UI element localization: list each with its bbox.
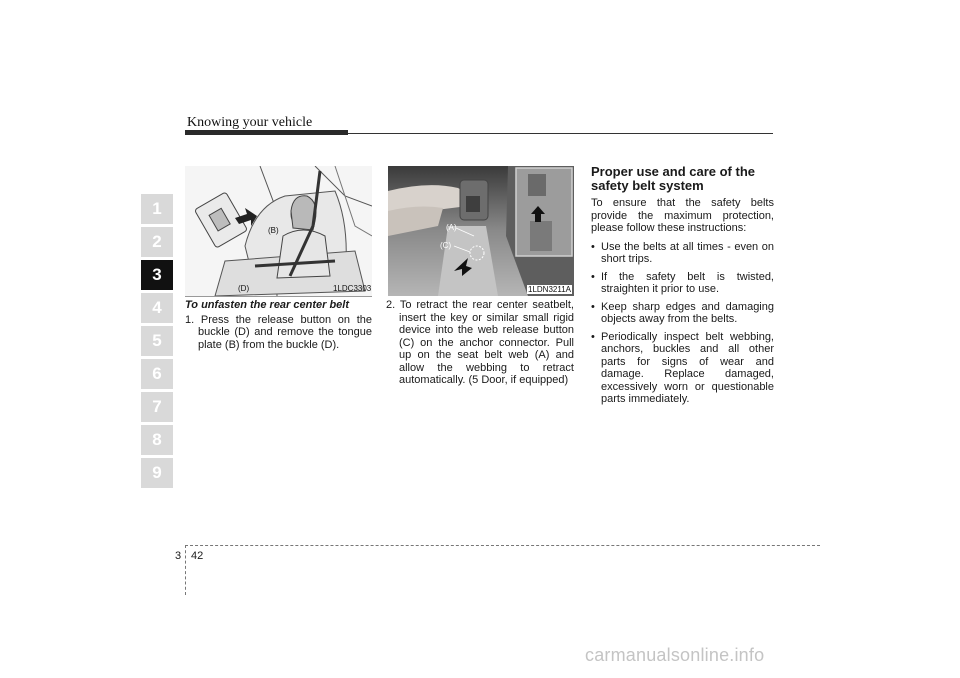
chapter-tab-9[interactable]: 9 — [141, 458, 173, 488]
footer-divider — [185, 545, 186, 595]
subheading-unfasten: To unfasten the rear center belt — [185, 299, 350, 311]
watermark: carmanualsonline.info — [585, 645, 765, 665]
chapter-tab-2[interactable]: 2 — [141, 227, 173, 257]
list-item: • Use the belts at all times - even on short trips. — [591, 241, 774, 266]
column-retract — [386, 299, 574, 387]
footer-chapter-number: 3 — [175, 550, 182, 562]
footer-rule — [185, 545, 820, 546]
figure-label-c: (C) — [440, 241, 452, 250]
chapter-tab-3[interactable]: 3 — [141, 260, 173, 290]
list-item: • If the safety belt is twisted, straighten it prior to use. — [591, 271, 774, 296]
chapter-tab-7[interactable]: 7 — [141, 392, 173, 422]
page-header-title: Knowing your vehicle — [187, 115, 313, 130]
figure-label-b: (B) — [268, 226, 279, 235]
chapter-tab-6[interactable]: 6 — [141, 359, 173, 389]
list-item: • Keep sharp edges and damaging objects away from the belts. — [591, 301, 774, 326]
figure-label-a: (A) — [446, 223, 457, 232]
step-2: 2. To retract the rear center seatbelt, insert the key or similar small rigid device into the web release button (C) on the anchor connector. Pull up on the seat belt web (A) and allow the webbing to retract automatically. (5 Door, if equipped) — [386, 299, 574, 386]
chapter-tab-4[interactable]: 4 — [141, 293, 173, 323]
figure-code: 1LDC3303 — [333, 284, 372, 293]
column-proper-use — [591, 165, 774, 411]
header-accent-bar — [185, 130, 348, 135]
instruction-list — [591, 241, 774, 406]
section-heading: Proper use and care of the safety belt system — [591, 164, 755, 193]
figure-code: 1LDN3211A — [528, 285, 571, 294]
chapter-tab-5[interactable]: 5 — [141, 326, 173, 356]
intro-paragraph: To ensure that the safety belts provide the maximum protection, please follow these instructions: — [591, 197, 774, 234]
chapter-tab-8[interactable]: 8 — [141, 425, 173, 455]
step-1: 1. Press the release button on the buckle (D) and remove the tongue plate (B) from the buckle (D). — [185, 313, 372, 351]
list-item: • Periodically inspect belt webbing, anchors, buckles and all other parts for signs of wear and damage. Replace damaged, excessively worn or questionable parts immediately. — [591, 331, 774, 406]
chapter-tab-1[interactable]: 1 — [141, 194, 173, 224]
footer-page-number: 42 — [191, 550, 204, 562]
figure-anchor-connector-photo — [388, 166, 574, 296]
figure-rear-center-belt-illustration — [185, 166, 372, 297]
column-unfasten — [185, 299, 372, 351]
figure-label-d: (D) — [238, 284, 250, 293]
anchor-photo — [388, 166, 574, 296]
